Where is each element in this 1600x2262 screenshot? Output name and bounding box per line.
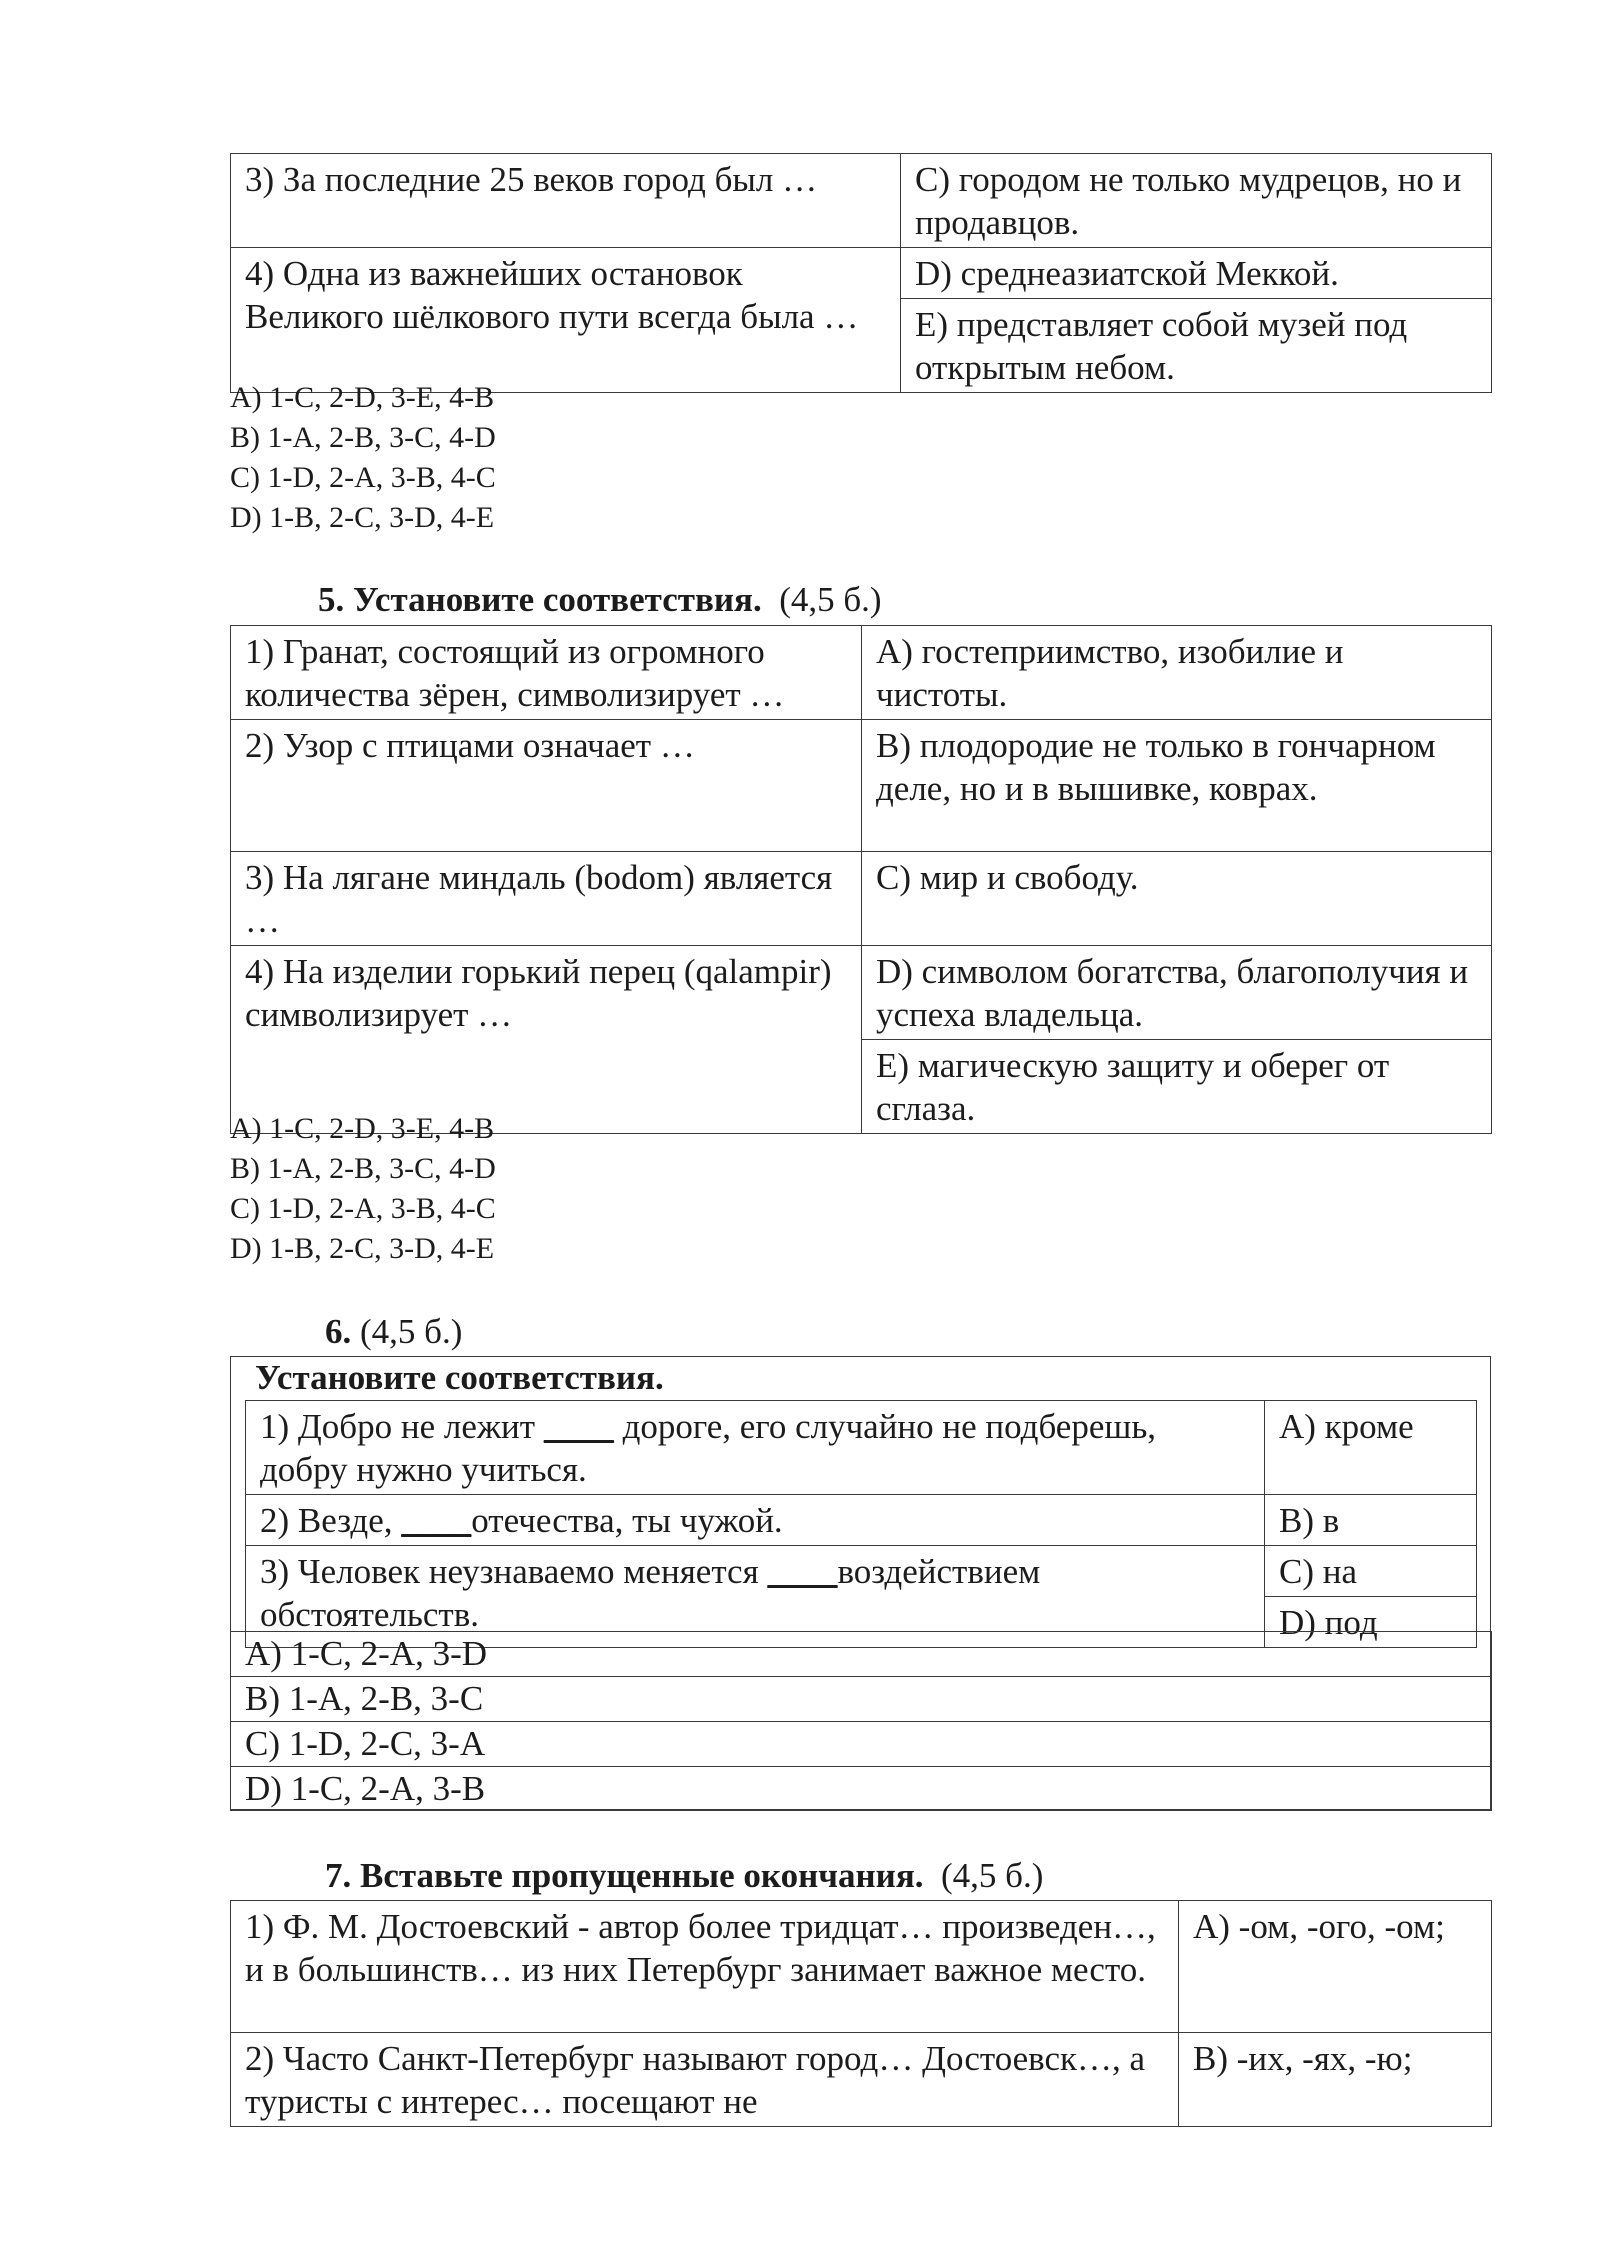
- q4-match-table: [230, 153, 1492, 393]
- q6-sentence-cell: 2) Везде, ____отечества, ты чужой.: [246, 1495, 1265, 1546]
- q7-left-cell: 1) Ф. М. Достоевский - автор более тридцат… произведен…, и в большинств… из них Петербург занимает важное место.: [231, 1901, 1179, 2033]
- q5-left-cell: 2) Узор с птицами означает …: [231, 720, 862, 852]
- answer-option[interactable]: D) 1-B, 2-C, 3-D, 4-E: [230, 501, 495, 534]
- q5-right-cell: A) гостеприимство, изобилие и чистоты.: [862, 626, 1492, 720]
- q4-answer-options: [230, 378, 496, 538]
- answer-option[interactable]: C) 1-D, 2-A, 3-B, 4-C: [230, 461, 496, 494]
- q6-points: (4,5 б.): [360, 1312, 463, 1351]
- q7-title: 7. Вставьте пропущенные окончания.: [325, 1856, 924, 1895]
- q7-points: (4,5 б.): [941, 1856, 1044, 1895]
- q6-choice-cell: B) в: [1265, 1495, 1477, 1546]
- q7-match-table: [230, 1900, 1492, 2127]
- answer-option[interactable]: B) 1-A, 2-B, 3-C, 4-D: [230, 1152, 496, 1185]
- q5-right-cell: C) мир и свободу.: [862, 852, 1492, 946]
- q5-answer-options: [230, 1109, 496, 1269]
- q4-right-cell: C) городом не только мудрецов, но и продавцов.: [901, 154, 1492, 248]
- q5-left-cell: 3) На лягане миндаль (bodom) является …: [231, 852, 862, 946]
- q7-right-cell: A) -ом, -ого, -ом;: [1179, 1901, 1492, 2033]
- q5-right-cell: E) магическую защиту и оберег от сглаза.: [862, 1040, 1492, 1134]
- answer-option[interactable]: A) 1-C, 2-D, 3-E, 4-B: [230, 381, 495, 414]
- blank-line: ____: [401, 1501, 472, 1540]
- q6-choice-cell: D) под: [1265, 1597, 1477, 1648]
- q4-left-cell: 4) Одна из важнейших остановок Великого шёлкового пути всегда была …: [231, 248, 901, 393]
- answer-option[interactable]: D) 1-B, 2-C, 3-D, 4-E: [230, 1232, 495, 1265]
- q6-instruction: Установите соответствия.: [255, 1358, 664, 1397]
- q6-heading: [325, 1310, 462, 1354]
- answer-option[interactable]: C) 1-D, 2-A, 3-B, 4-C: [230, 1192, 496, 1225]
- q6-choice-cell: C) на: [1265, 1546, 1477, 1597]
- q7-heading: [325, 1854, 1043, 1898]
- q5-points: (4,5 б.): [779, 580, 882, 619]
- q6-inner-table: [245, 1400, 1477, 1648]
- answer-option[interactable]: A) 1-C, 2-A, 3-D: [231, 1632, 1492, 1677]
- answer-option[interactable]: C) 1-D, 2-C, 3-A: [231, 1722, 1492, 1767]
- q5-heading: [318, 578, 882, 622]
- q6-number: 6.: [325, 1312, 352, 1351]
- answer-option[interactable]: A) 1-C, 2-D, 3-E, 4-B: [230, 1112, 495, 1145]
- q7-right-cell: B) -их, -ях, -ю;: [1179, 2033, 1492, 2127]
- q5-match-table: [230, 625, 1492, 1134]
- blank-line: ____: [767, 1552, 838, 1591]
- answer-option[interactable]: B) 1-A, 2-B, 3-C, 4-D: [230, 421, 496, 454]
- q5-left-cell: 1) Гранат, состоящий из огромного количества зёрен, символизирует …: [231, 626, 862, 720]
- q4-left-cell: 3) За последние 25 веков город был …: [231, 154, 901, 248]
- q7-left-cell: 2) Часто Санкт-Петербург называют город… Достоевск…, а туристы с интерес… посещают не: [231, 2033, 1179, 2127]
- answer-option[interactable]: D) 1-C, 2-A, 3-B: [231, 1767, 1492, 1811]
- q6-sentence-cell: 1) Добро не лежит ____ дороге, его случайно не подберешь, добру нужно учиться.: [246, 1401, 1265, 1495]
- blank-line: ____: [543, 1407, 614, 1446]
- q4-right-cell: D) среднеазиатской Меккой.: [901, 248, 1492, 299]
- q6-sentence-cell: 3) Человек неузнаваемо меняется ____воздействием обстоятельств.: [246, 1546, 1265, 1648]
- q6-options-table: [230, 1631, 1492, 1811]
- q5-right-cell: B) плодородие не только в гончарном деле, но и в вышивке, коврах.: [862, 720, 1492, 852]
- q5-left-cell: 4) На изделии горький перец (qalampir) символизирует …: [231, 946, 862, 1134]
- q6-choice-cell: A) кроме: [1265, 1401, 1477, 1495]
- q5-title: 5. Установите соответствия.: [318, 580, 762, 619]
- q4-right-cell: E) представляет собой музей под открытым небом.: [901, 299, 1492, 393]
- q5-right-cell: D) символом богатства, благополучия и успеха владельца.: [862, 946, 1492, 1040]
- answer-option[interactable]: B) 1-A, 2-B, 3-C: [231, 1677, 1492, 1722]
